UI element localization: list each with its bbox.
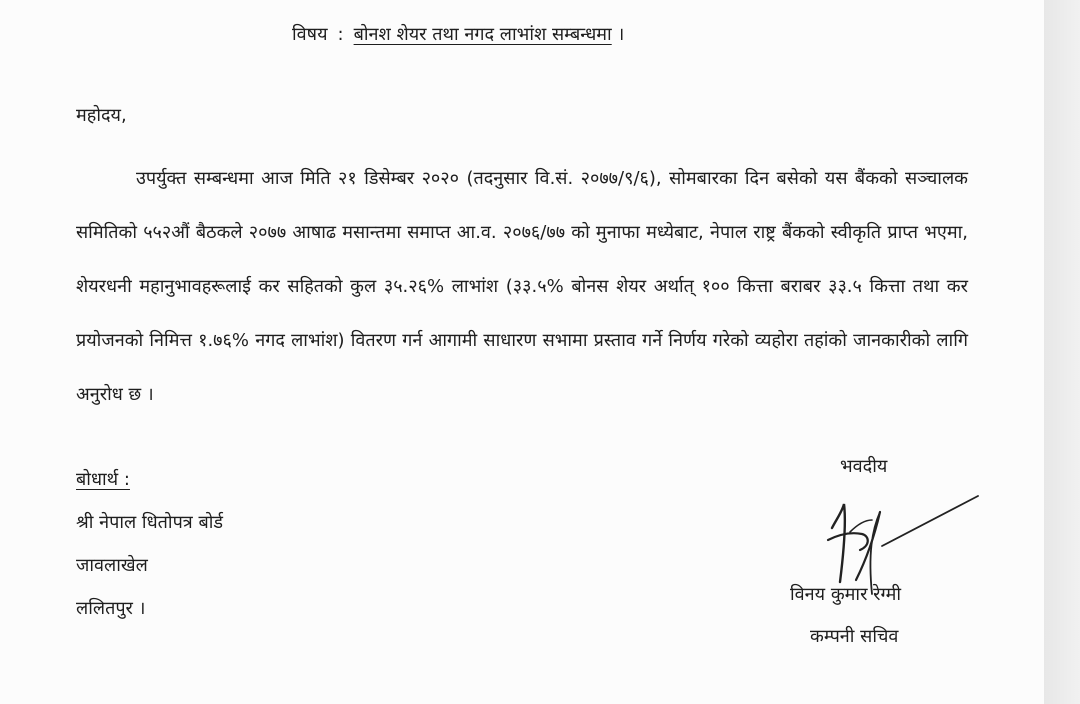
cc-recipient: श्री नेपाल धितोपत्र बोर्ड bbox=[76, 512, 224, 533]
subject-text: बोनश शेयर तथा नगद लाभांश सम्बन्धमा bbox=[353, 24, 612, 45]
letter-body: उपर्युक्त सम्बन्धमा आज मिति २१ डिसेम्बर २०२० (तदनुसार वि.सं. २०७७/९/६), सोमबारका दिन बसेको यस बैंकको सञ्चालक समितिको ५५२औं बैठकले २०७७ आषाढ मसान्तमा समाप्त आ.व. २०७६/७७ को मुनाफा मध्येबाट, नेपाल राष्ट्र बैंकको स्वीकृति प्राप्त भएमा, शेयरधनी महानुभावहरूलाई कर सहितको कुल ३५.२६% लाभांश (३३.५% बोनस शेयर अर्थात् १०० कित्ता बराबर ३३.५ कित्ता तथा कर प्रयोजनको निमित्त १.७६% नगद लाभांश) वितरण गर्न आगामी साधारण सभामा प्रस्ताव गर्ने निर्णय गरेको व्यहोरा तहांको जानकारीको लागि अनुरोध छ । bbox=[76, 168, 968, 405]
signer-title: कम्पनी सचिव bbox=[810, 626, 899, 647]
subject-label: विषय bbox=[292, 24, 328, 45]
subject-separator: : bbox=[337, 24, 344, 45]
subject-line bbox=[292, 22, 624, 46]
signer-name: विनय कुमार रेग्मी bbox=[790, 584, 902, 605]
salutation: महोदय, bbox=[76, 105, 127, 126]
cc-label: बोधार्थ : bbox=[76, 469, 130, 490]
closing: भवदीय bbox=[840, 456, 888, 477]
page-edge bbox=[1044, 0, 1080, 704]
cc-city-line: ललितपुर । bbox=[76, 598, 146, 619]
subject-end-mark: । bbox=[617, 24, 625, 45]
cc-block bbox=[76, 458, 223, 630]
signature-block bbox=[780, 450, 980, 670]
cc-address-line: जावलाखेल bbox=[76, 555, 148, 576]
